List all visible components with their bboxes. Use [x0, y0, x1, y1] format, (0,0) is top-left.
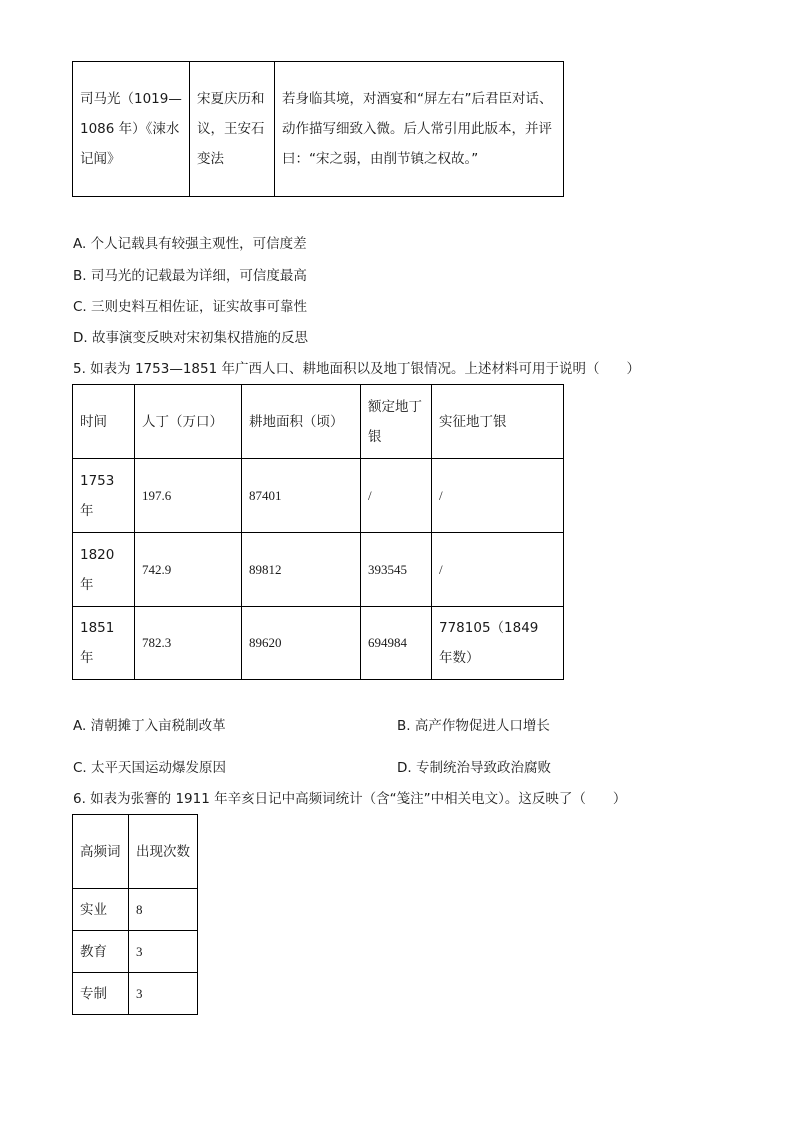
table-header: 额定地丁银 — [361, 385, 432, 459]
table-cell: / — [432, 459, 564, 533]
q5-option-b: B. 高产作物促进人口增长 — [397, 718, 550, 734]
table-cell-description: 若身临其境，对酒宴和“屏左右”后君臣对话、动作描写细致入微。后人常引用此版本，并评曰：“宋之弱，由削节镇之权故。” — [275, 62, 564, 197]
table-cell-source: 司马光（1019—1086 年）《涑水记闻》 — [73, 62, 190, 197]
q6-question: 6. 如表为张謇的 1911 年辛亥日记中高频词统计（含“笺注”中相关电文）。这反映了（ ） — [73, 791, 627, 807]
table-row — [73, 607, 564, 680]
table-header: 出现次数 — [129, 815, 198, 889]
table-cell: 3 — [129, 931, 198, 973]
source-table — [72, 61, 564, 197]
q5-option-c: C. 太平天国运动爆发原因 — [73, 760, 227, 776]
table-row — [73, 62, 564, 197]
table-cell: 8 — [129, 889, 198, 931]
q5-option-d: D. 专制统治导致政治腐败 — [397, 760, 551, 776]
table-cell: 1851 年 — [73, 607, 135, 680]
table-cell: 1820 年 — [73, 533, 135, 607]
table-cell: 3 — [129, 973, 198, 1015]
table-cell: 694984 — [361, 607, 432, 680]
table-header: 实征地丁银 — [432, 385, 564, 459]
q4-option-a: A. 个人记载具有较强主观性，可信度差 — [73, 236, 307, 252]
table-cell: / — [361, 459, 432, 533]
table-cell: / — [432, 533, 564, 607]
table-cell-event: 宋夏庆历和议，王安石变法 — [190, 62, 275, 197]
table-cell: 87401 — [242, 459, 361, 533]
table-cell: 89812 — [242, 533, 361, 607]
q5-question: 5. 如表为 1753—1851 年广西人口、耕地面积以及地丁银情况。上述材料可用于说明（ ） — [73, 361, 640, 377]
table-cell: 1753 年 — [73, 459, 135, 533]
table-cell: 197.6 — [135, 459, 242, 533]
table-cell: 393545 — [361, 533, 432, 607]
table-cell: 教育 — [73, 931, 129, 973]
table-header-row — [73, 385, 564, 459]
q4-option-c: C. 三则史料互相佐证，证实故事可靠性 — [73, 299, 308, 315]
table-row — [73, 973, 198, 1015]
table-cell: 782.3 — [135, 607, 242, 680]
table-header: 高频词 — [73, 815, 129, 889]
table-header: 耕地面积（顷） — [242, 385, 361, 459]
q4-option-b: B. 司马光的记载最为详细，可信度最高 — [73, 268, 307, 284]
table-row — [73, 889, 198, 931]
table-cell: 778105（1849 年数） — [432, 607, 564, 680]
q5-option-a: A. 清朝摊丁入亩税制改革 — [73, 718, 226, 734]
table-row — [73, 459, 564, 533]
table-header: 时间 — [73, 385, 135, 459]
table-cell: 742.9 — [135, 533, 242, 607]
q4-option-d: D. 故事演变反映对宋初集权措施的反思 — [73, 330, 308, 346]
table-cell: 实业 — [73, 889, 129, 931]
table-row — [73, 533, 564, 607]
table-cell: 专制 — [73, 973, 129, 1015]
table-row — [73, 931, 198, 973]
population-table — [72, 384, 564, 680]
table-header-row — [73, 815, 198, 889]
keyword-table — [72, 814, 198, 1015]
table-cell: 89620 — [242, 607, 361, 680]
table-header: 人丁（万口） — [135, 385, 242, 459]
